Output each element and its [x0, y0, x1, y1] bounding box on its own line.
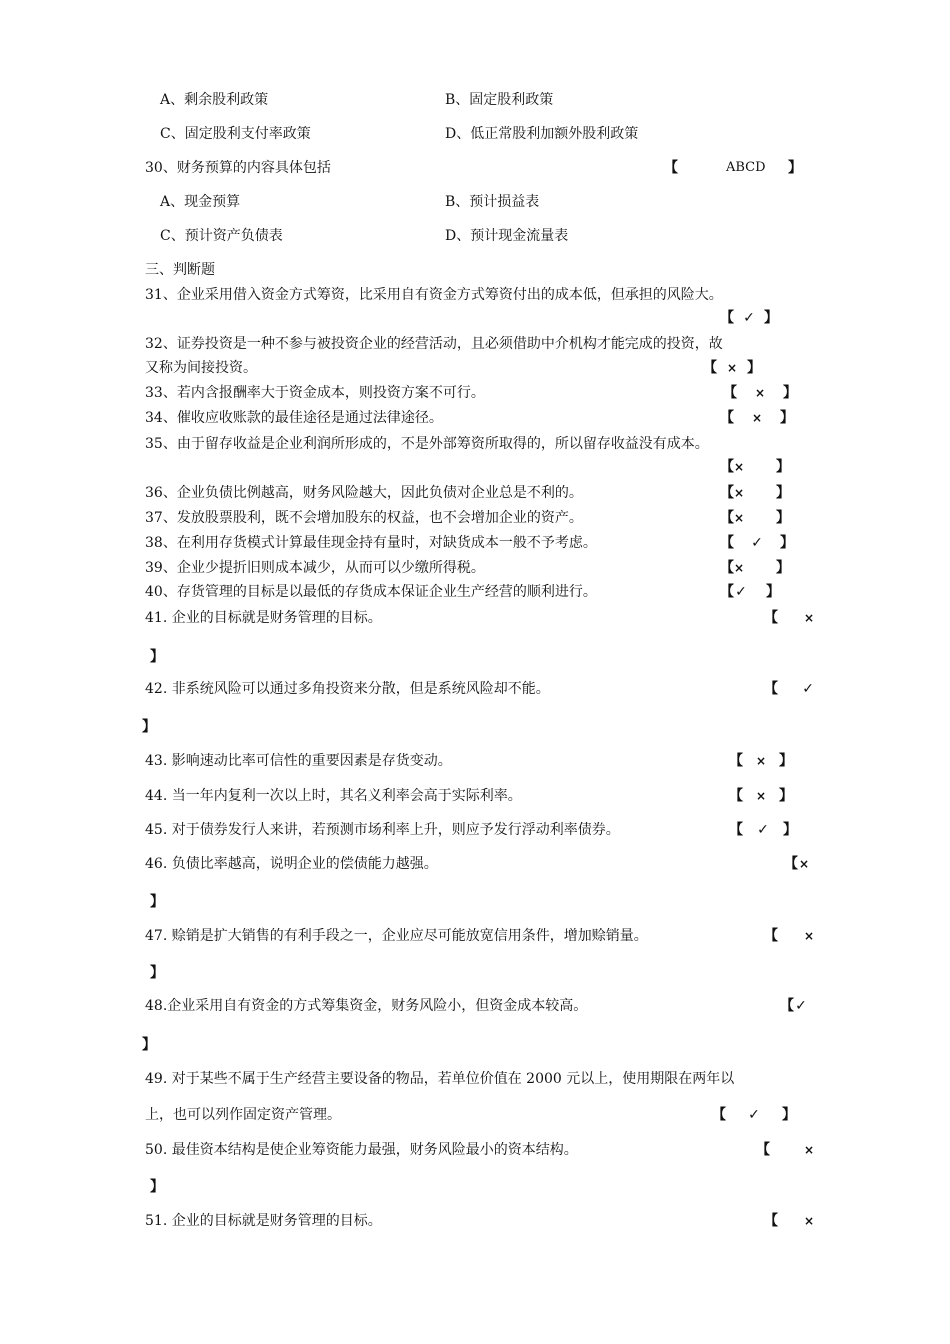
q49-text-line2: 上，也可以列作固定资产管理。 [145, 1107, 341, 1123]
q35-text: 35、由于留存收益是企业利润所形成的，不是外部筹资所取得的，所以留存收益没有成本。 [145, 436, 709, 452]
check-icon: ✓ [802, 681, 814, 697]
cross-icon: × [734, 486, 745, 500]
q43-answer: 【 × 】 [729, 753, 793, 769]
q49-answer: 【 ✓ 】 [712, 1107, 796, 1123]
q34-answer: 【 × 】 [720, 410, 794, 426]
q48-text: 48.企业采用自有资金的方式筹集资金，财务风险小，但资金成本较高。 [145, 998, 588, 1014]
q39-answer: 【× 】 [720, 560, 790, 576]
q51-answer: 【 × [764, 1213, 814, 1229]
q46-text: 46. 负债比率越高，说明企业的偿债能力越强。 [145, 856, 438, 872]
q46-answer: 【× [784, 856, 810, 872]
q44-answer: 【 × 】 [729, 788, 793, 804]
q29-option-b: B、固定股利政策 [445, 92, 554, 108]
q31-text: 31、企业采用借入资金方式筹资，比采用自有资金方式筹资付出的成本低，但承担的风险大。 [145, 287, 723, 303]
cross-icon: × [754, 386, 766, 400]
check-icon: ✓ [748, 1107, 760, 1123]
q32-text-line1: 32、证券投资是一种不参与被投资企业的经营活动，且必须借助中介机构才能完成的投资，故 [145, 336, 723, 352]
q30-option-b: B、预计损益表 [445, 194, 540, 210]
cross-icon: × [755, 789, 767, 803]
q40-text: 40、存货管理的目标是以最低的存货成本保证企业生产经营的顺利进行。 [145, 584, 597, 600]
q41-text: 41. 企业的目标就是财务管理的目标。 [145, 610, 382, 626]
q47-answer: 【 × [764, 928, 814, 944]
cross-icon: × [803, 611, 814, 625]
bracket-close: 】 [788, 160, 802, 176]
q30-answer: ABCD [726, 160, 766, 175]
q48-bracket-close: 】 [142, 1037, 156, 1053]
q46-bracket-close: 】 [150, 894, 164, 910]
q38-answer: 【 ✓ 】 [720, 535, 794, 551]
q47-bracket-close: 】 [150, 965, 164, 981]
q45-text: 45. 对于债券发行人来讲，若预测市场利率上升，则应予发行浮动利率债券。 [145, 822, 620, 838]
q47-text: 47. 赊销是扩大销售的有利手段之一，企业应尽可能放宽信用条件，增加赊销量。 [145, 928, 648, 944]
q29-option-d: D、低正常股利加额外股利政策 [445, 126, 639, 142]
cross-icon: × [734, 460, 745, 474]
q30-option-a: A、现金预算 [160, 194, 241, 210]
q43-text: 43. 影响速动比率可信性的重要因素是存货变动。 [145, 753, 452, 769]
cross-icon: × [803, 1214, 814, 1228]
q33-text: 33、若内含报酬率大于资金成本，则投资方案不可行。 [145, 385, 485, 401]
q33-answer: 【 × 】 [723, 385, 797, 401]
cross-icon: × [726, 361, 738, 375]
q50-text: 50. 最佳资本结构是使企业筹资能力最强，财务风险最小的资本结构。 [145, 1142, 578, 1158]
q49-text-line1: 49. 对于某些不属于生产经营主要设备的物品，若单位价值在 2000 元以上，使用期限在两年以 [145, 1071, 735, 1087]
q48-answer: 【✓ [780, 998, 807, 1014]
q44-text: 44. 当一年内复利一次以上时，其名义利率会高于实际利率。 [145, 788, 522, 804]
q31-answer: 【 ✓ 】 [720, 310, 778, 326]
bracket-open: 【 [664, 160, 678, 176]
q37-text: 37、发放股票股利，既不会增加股东的权益，也不会增加企业的资产。 [145, 510, 583, 526]
cross-icon: × [755, 754, 767, 768]
q50-answer: 【 × [756, 1142, 814, 1158]
q30-option-d: D、预计现金流量表 [445, 228, 569, 244]
q39-text: 39、企业少提折旧则成本减少，从而可以少缴所得税。 [145, 560, 485, 576]
q32-answer: 【 × 】 [703, 360, 761, 376]
check-icon: ✓ [757, 822, 769, 838]
cross-icon: × [734, 561, 745, 575]
q42-text: 42. 非系统风险可以通过多角投资来分散，但是系统风险却不能。 [145, 681, 550, 697]
check-icon: ✓ [751, 535, 763, 551]
q30-answer-bracket [664, 159, 804, 177]
q50-bracket-close: 】 [150, 1179, 164, 1195]
q38-text: 38、在利用存货模式计算最佳现金持有量时，对缺货成本一般不予考虑。 [145, 535, 597, 551]
q35-answer: 【× 】 [720, 459, 790, 475]
section-title: 三、判断题 [145, 262, 215, 278]
q37-answer: 【× 】 [720, 510, 790, 526]
q36-answer: 【× 】 [720, 485, 790, 501]
q41-bracket-close: 】 [150, 649, 164, 665]
cross-icon: × [803, 929, 814, 943]
q42-answer: 【 ✓ [764, 681, 814, 697]
q29-option-c: C、固定股利支付率政策 [160, 126, 311, 142]
check-icon: ✓ [795, 998, 807, 1014]
cross-icon: × [751, 411, 763, 425]
q51-text: 51. 企业的目标就是财务管理的目标。 [145, 1213, 382, 1229]
q34-text: 34、催收应收账款的最佳途径是通过法律途径。 [145, 410, 443, 426]
q45-answer: 【 ✓ 】 [729, 822, 797, 838]
q41-answer: 【 × [764, 610, 814, 626]
q29-option-a: A、剩余股利政策 [160, 92, 269, 108]
q36-text: 36、企业负债比例越高，财务风险越大，因此负债对企业总是不利的。 [145, 485, 583, 501]
q42-bracket-close: 】 [142, 719, 156, 735]
cross-icon: × [798, 857, 810, 871]
cross-icon: × [734, 511, 745, 525]
check-icon: ✓ [743, 310, 755, 326]
check-icon: ✓ [735, 584, 747, 600]
q30-text: 30、财务预算的内容具体包括 [145, 160, 331, 176]
q32-text-line2: 又称为间接投资。 [145, 360, 257, 376]
q30-option-c: C、预计资产负债表 [160, 228, 283, 244]
cross-icon: × [803, 1143, 814, 1157]
q40-answer: 【✓ 】 [720, 584, 780, 600]
